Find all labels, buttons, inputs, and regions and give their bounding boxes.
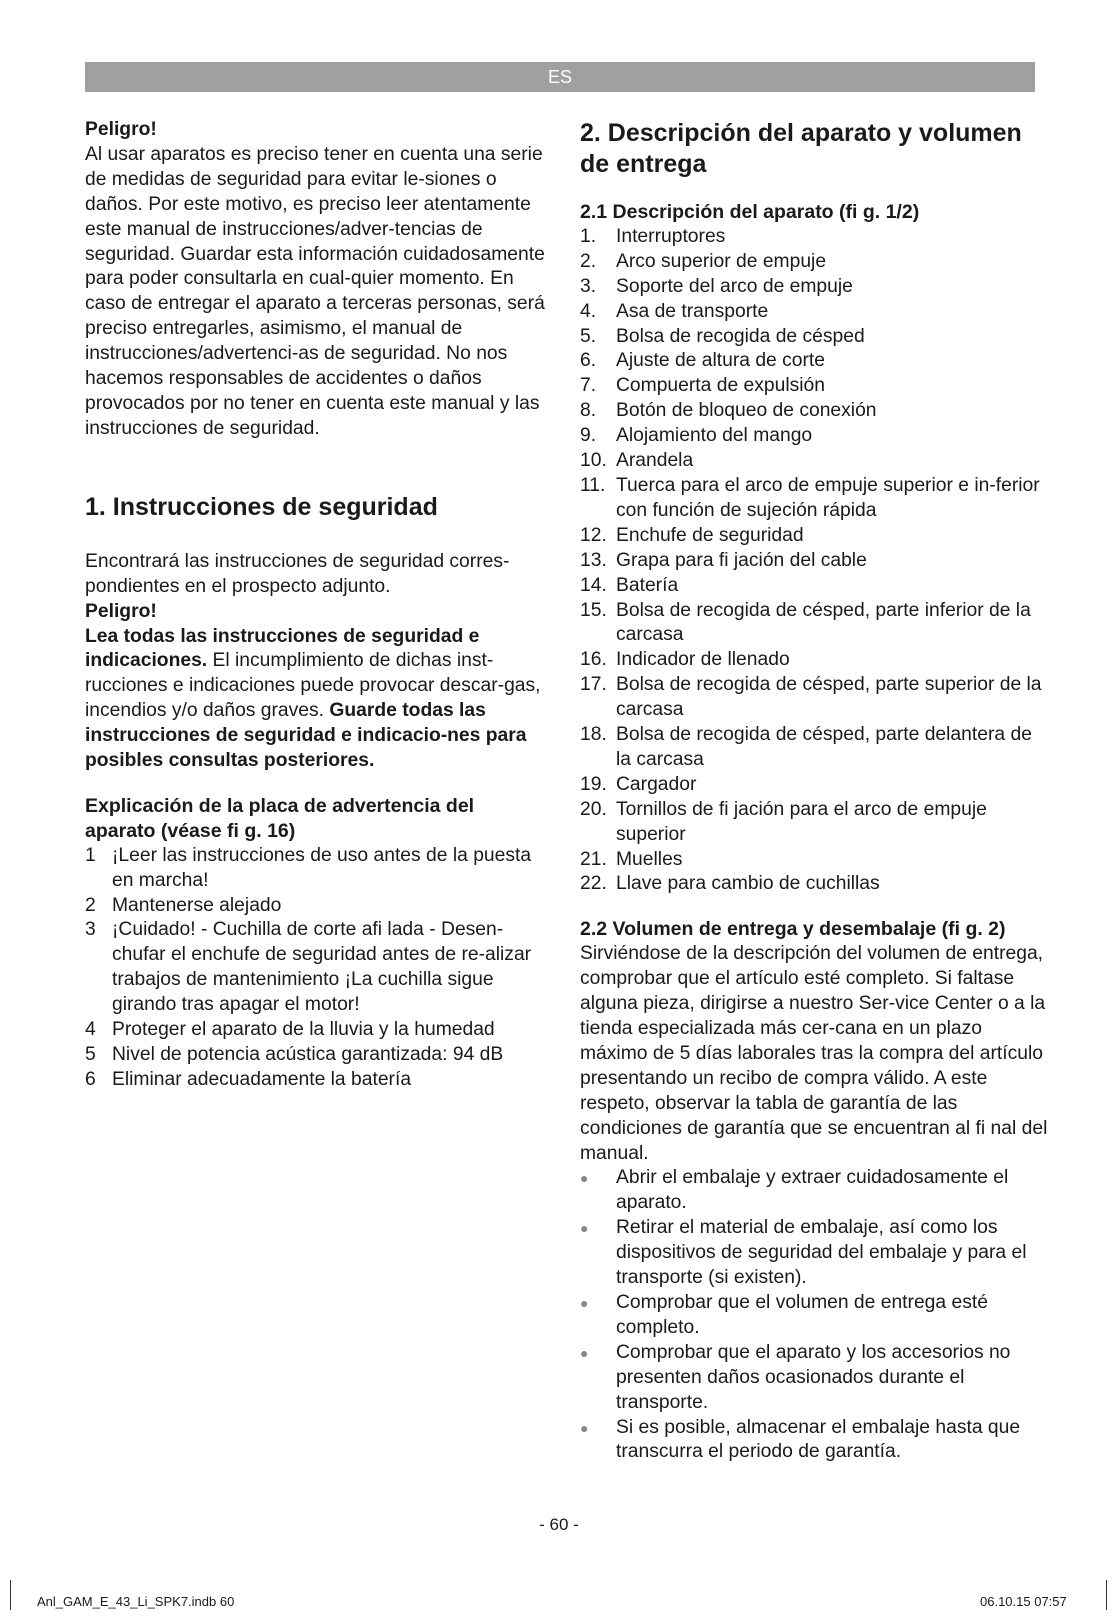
bullet-icon: ● xyxy=(580,1294,589,1311)
parts-list xyxy=(580,225,1050,897)
list-item: 2. Arco superior de empuje xyxy=(580,250,827,272)
list-item: ● Comprobar que el aparato y los accesorios no presenten daños ocasionados durante el transporte. xyxy=(580,1341,1050,1416)
subsection-2-2-text: Sirviéndose de la descripción del volumen de entrega, comprobar que el artículo esté completo. Si faltase alguna pieza, dirigirse a nuestro Ser-vice Center o a la tienda especializada más cer-cana en un plazo máximo de 5 días laborales tras la compra del artículo presentando un recibo de compra válido. A este respeto, observar la tabla de garantía de las condiciones de garantía que se encuentran al fi nal del manual. xyxy=(580,943,1048,1164)
section1-title: 1. Instrucciones de seguridad xyxy=(85,492,438,521)
list-item: ● Comprobar que el volumen de entrega esté completo. xyxy=(580,1291,1050,1341)
warning-bold-end: Guarde todas las instrucciones de seguridad e indicacio-nes para posibles consultas posteriores. xyxy=(85,700,527,772)
warning-bold-start: Lea todas las instrucciones de seguridad e indicaciones. xyxy=(85,625,480,672)
warning-text: El incumplimiento de dichas inst-rucciones e indicaciones puede provocar descar-gas, incendios y/o daños graves. xyxy=(85,650,541,722)
crop-mark-right xyxy=(1106,1580,1107,1610)
section1-intro: Encontrará las instrucciones de seguridad corres-pondientes en el prospecto adjunto. xyxy=(85,550,510,597)
list-item: 9. Alojamiento del mango xyxy=(580,425,813,447)
language-code: ES xyxy=(547,67,572,87)
list-item: 14. Batería xyxy=(580,574,679,596)
warning-paragraph xyxy=(85,625,545,774)
subsection-2-2-title: 2.2 Volumen de entrega y desembalaje (fi g. 2) xyxy=(580,918,1006,941)
list-item: 16. Indicador de llenado xyxy=(580,649,790,671)
list-item: 18. Bolsa de recogida de césped, parte delantera de la carcasa xyxy=(580,724,1032,770)
section2-title: 2. Descripción del aparato y volumen de entrega xyxy=(580,119,1022,178)
list-item: 15. Bolsa de recogida de césped, parte inferior de la carcasa xyxy=(580,599,1031,646)
footer-datetime: 06.10.15 07:57 xyxy=(980,1594,1067,1609)
list-item: 8. Botón de bloqueo de conexión xyxy=(580,400,877,422)
warning-plate-title: Explicación de la placa de advertencia del aparato (véase fi g. 16) xyxy=(85,794,475,842)
danger2-title: Peligro! xyxy=(85,600,157,622)
list-item: 3. Soporte del arco de empuje xyxy=(580,275,853,297)
list-item: 19. Cargador xyxy=(580,773,697,795)
list-item: ● Abrir el embalaje y extraer cuidadosamente el aparato. xyxy=(580,1166,1050,1216)
danger-text: Al usar aparatos es preciso tener en cuenta una serie de medidas de seguridad para evitar le-siones o daños. Por este motivo, es preciso leer atentamente este manual de instrucciones/adver-tencias de seguridad. Guardar esta información cuidadosamente para poder consultarla en cual-quier momento. En caso de entregar el aparato a terceras personas, será preciso entregarles, asimismo, el manual de instrucciones/advertenci-as de seguridad. No nos hacemos responsables de accidentes o daños provocados por no tener en cuenta este manual y las instrucciones de seguridad. xyxy=(85,143,545,439)
list-item: 2 Mantenerse alejado xyxy=(85,894,282,916)
bullet-icon: ● xyxy=(580,1170,589,1187)
bullet-icon: ● xyxy=(580,1220,589,1237)
list-item: 12. Enchufe de seguridad xyxy=(580,524,804,546)
subsection-2-1-title: 2.1 Descripción del aparato (fi g. 1/2) xyxy=(580,201,920,223)
list-item: 5. Bolsa de recogida de césped xyxy=(580,325,865,347)
list-item: 22. Llave para cambio de cuchillas xyxy=(580,873,880,895)
bullet-icon: ● xyxy=(580,1344,589,1361)
list-item: 4. Asa de transporte xyxy=(580,300,769,322)
page-number: - 60 - xyxy=(539,1515,579,1534)
list-item: 1. Interruptores xyxy=(580,225,726,247)
danger-title: Peligro! xyxy=(85,119,157,140)
list-item: 17. Bolsa de recogida de césped, parte superior de la carcasa xyxy=(580,674,1042,721)
list-item: 21. Muelles xyxy=(580,848,683,870)
bullet-icon: ● xyxy=(580,1419,589,1436)
list-item: 11. Tuerca para el arco de empuje superior e in-ferior con función de sujeción rápida xyxy=(580,474,1040,521)
left-column xyxy=(85,118,545,1093)
list-item: 6. Ajuste de altura de corte xyxy=(580,350,826,372)
footer-filename: Anl_GAM_E_43_Li_SPK7.indb 60 xyxy=(37,1594,235,1609)
list-item: 13. Grapa para fi jación del cable xyxy=(580,549,867,571)
list-item: 10. Arandela xyxy=(580,450,694,472)
list-item: 6 Eliminar adecuadamente la batería xyxy=(85,1068,412,1090)
list-item: 7. Compuerta de expulsión xyxy=(580,375,826,397)
crop-mark-left xyxy=(10,1580,11,1610)
language-header-bar xyxy=(85,62,1035,92)
list-item: 4 Proteger el aparato de la lluvia y la humedad xyxy=(85,1019,495,1041)
list-item: 3 ¡Cuidado! - Cuchilla de corte afi lada - Desen-chufar el enchufe de seguridad antes de re-alizar trabajos de mantenimiento ¡La cuchilla sigue girando tras apagar el motor! xyxy=(85,919,532,1016)
list-item: ● Retirar el material de embalaje, así como los dispositivos de seguridad del embalaje y para el transporte (si existen). xyxy=(580,1216,1050,1291)
list-item: 1 ¡Leer las instrucciones de uso antes de la puesta en marcha! xyxy=(85,844,532,891)
list-item: 20. Tornillos de fi jación para el arco de empuje superior xyxy=(580,798,987,845)
list-item: ● Si es posible, almacenar el embalaje hasta que transcurra el periodo de garantía. xyxy=(580,1416,1050,1466)
right-column xyxy=(580,118,1050,1465)
list-item: 5 Nivel de potencia acústica garantizada: 94 dB xyxy=(85,1044,504,1065)
unpacking-bullet-list xyxy=(580,1166,1050,1465)
warning-plate-list xyxy=(85,844,545,1093)
